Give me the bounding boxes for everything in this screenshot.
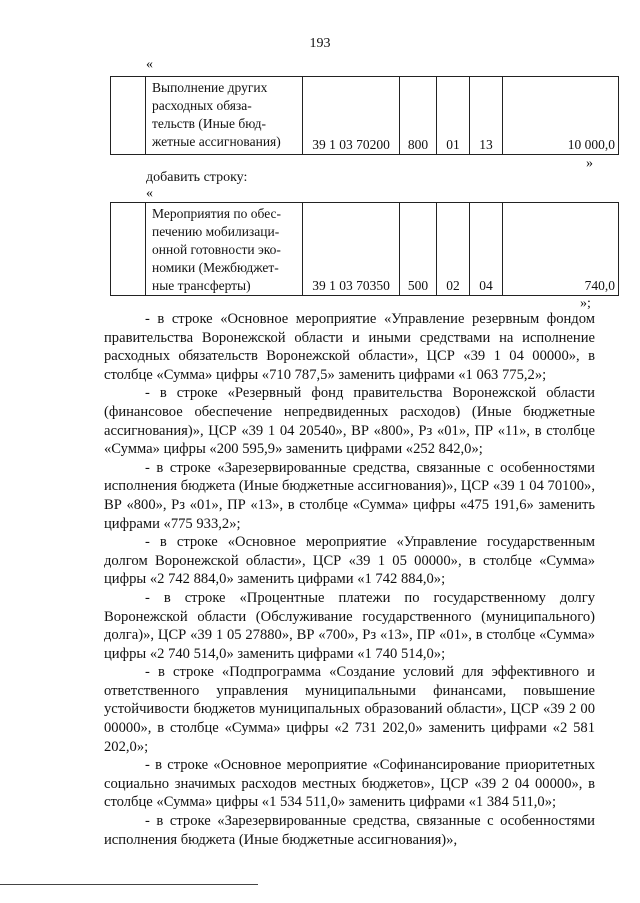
opening-quote: « [146, 57, 153, 72]
expense-name-cell [146, 77, 303, 155]
page-number: 193 [309, 36, 331, 51]
expense-name-line: жетные ассигнования) [152, 134, 281, 149]
amendment-paragraph: - в строке «Резервный фонд правительства Воронежской области (финансовое обеспечение непредвиденных расходов) (Иные бюджетные ассигнования)», ЦСР «39 1 04 20540», ВР «800», Рз «01», ПР «11», в столбце «Сумма» цифры «200 595,9» заменить цифрами «252 842,0»; [104, 385, 595, 458]
expense-name-line: Выполнение других [152, 80, 268, 95]
pr-cell: 04 [470, 203, 503, 296]
closing-quote: » [586, 156, 593, 171]
expense-name-line: Мероприятия по обес- [152, 206, 282, 221]
pr-cell: 13 [470, 77, 503, 155]
empty-cell [111, 77, 146, 155]
rz-cell: 01 [437, 77, 470, 155]
amendment-paragraph: - в строке «Основное мероприятие «Управление резервным фондом правительства Воронежской области и иными средствами на исполнение расходных обязательств Воронежской области», ЦСР «39 1 04 00000», в столбце «Сумма» цифры «710 787,5» заменить цифрами «1 063 775,2»; [104, 311, 595, 383]
expense-name-line: печению мобилизаци- [152, 224, 280, 239]
vr-cell: 800 [400, 77, 437, 155]
amendment-paragraph: - в строке «Подпрограмма «Создание условий для эффективного и ответственного управления муниципальными финансами, повышение устойчивости бюджетов муниципальных образований области», ЦСР «39 2 00 00000», в столбце «Сумма» цифры «2 731 202,0» заменить цифрами «2 581 202,0»; [104, 664, 595, 755]
expense-name-line: расходных обяза- [152, 98, 252, 113]
amendment-paragraph: - в строке «Основное мероприятие «Софинансирование приоритетных социально значимых расходов местных бюджетов», ЦСР «39 2 04 00000», в столбце «Сумма» цифры «1 534 511,0» заменить цифрами «1 384 511,0»; [104, 757, 595, 811]
csr-code-cell: 39 1 03 70350 [303, 203, 400, 296]
footer-rule [0, 884, 258, 885]
opening-quote: « [146, 186, 153, 201]
table-row [111, 77, 619, 155]
amendment-paragraph: - в строке «Основное мероприятие «Управление государственным долгом Воронежской области», ЦСР «39 1 05 00000», в столбце «Сумма» цифры «2 742 884,0» заменить цифрами «1 742 884,0»; [104, 534, 595, 588]
rz-cell: 02 [437, 203, 470, 296]
expense-name-line: тельств (Иные бюд- [152, 116, 266, 131]
expense-name-line: ные трансферты) [152, 278, 251, 293]
budget-table-1 [110, 76, 619, 155]
amendment-paragraph: - в строке «Зарезервированные средства, связанные с особенностями исполнения бюджета (Иные бюджетные ассигнования)», ЦСР «39 1 04 70100», ВР «800», Рз «01», ПР «13», в столбце «Сумма» цифры «475 191,6» заменить цифрами «775 933,2»; [104, 459, 595, 532]
expense-name-line: онной готовности эко- [152, 242, 281, 257]
closing-mark: »; [580, 296, 591, 311]
expense-name-cell [146, 203, 303, 296]
budget-table-2 [110, 202, 619, 296]
csr-code-cell: 39 1 03 70200 [303, 77, 400, 155]
amendment-paragraph: - в строке «Процентные платежи по государственному долгу Воронежской области (Обслуживание государственного (муниципального) долга)», ЦСР «39 1 05 27880», ВР «700», Рз «13», ПР «01», в столбце «Сумма» цифры «2 740 514,0» заменить цифрами «1 740 514,0»; [104, 589, 595, 662]
add-row-label: добавить строку: [146, 170, 248, 185]
amendments-text [104, 310, 595, 849]
empty-cell [111, 203, 146, 296]
expense-name-line: номики (Межбюджет- [152, 260, 279, 275]
sum-cell: 10 000,0 [503, 77, 619, 155]
vr-cell: 500 [400, 203, 437, 296]
sum-cell: 740,0 [503, 203, 619, 296]
amendment-paragraph: - в строке «Зарезервированные средства, связанные с особенностями исполнения бюджета (Иные бюджетные ассигнования)», [104, 813, 595, 848]
table-row [111, 203, 619, 296]
